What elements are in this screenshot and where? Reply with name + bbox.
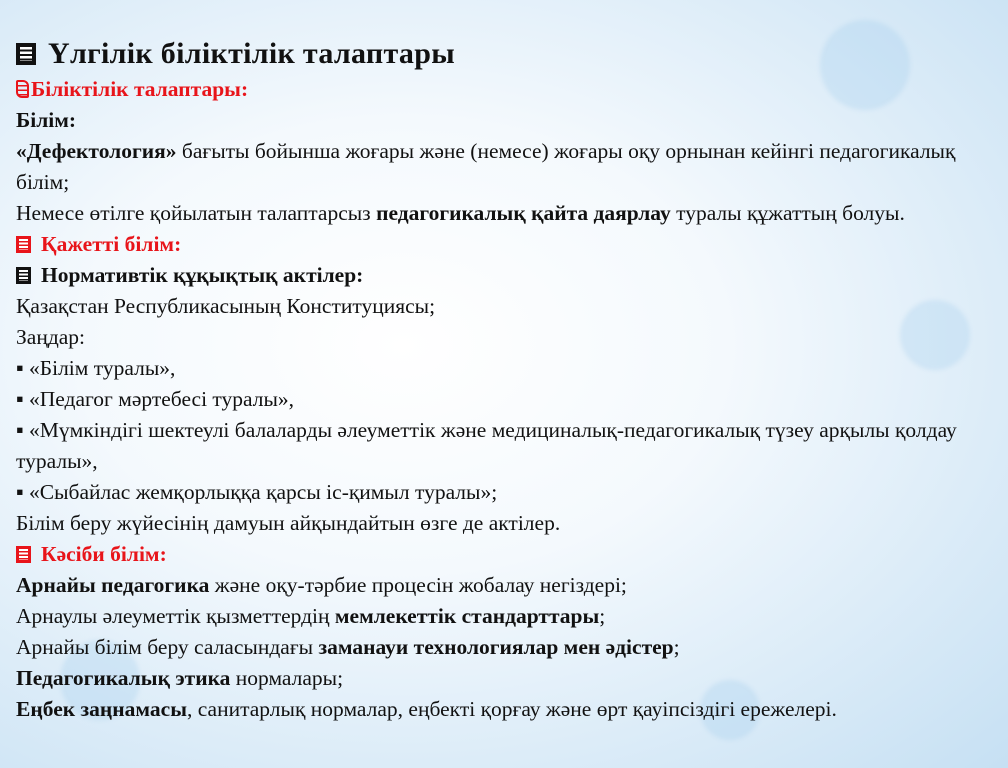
professional-item-3	[16, 632, 996, 663]
professional-item-3-bold: заманауи технологиялар мен әдістер	[318, 635, 674, 659]
education-line-2-pre: Немесе өтілге қойылатын талаптарсыз	[16, 201, 377, 225]
education-line-1-text: бағыты бойынша жоғары және (немесе) жоғары оқу орнынан кейінгі педагогикалық білім;	[16, 139, 956, 194]
laws-label: Заңдар:	[16, 325, 86, 349]
professional-item-3-post: ;	[673, 635, 680, 659]
professional-item-5	[16, 694, 996, 725]
qualification-header	[16, 74, 996, 105]
professional-item-4-bold: Педагогикалық этика	[16, 666, 231, 690]
education-line-2-post: туралы құжаттың болуы.	[670, 201, 905, 225]
professional-item-5-bold: Еңбек заңнамасы	[16, 697, 187, 721]
professional-knowledge-header	[16, 539, 996, 570]
slide-content	[16, 36, 996, 725]
law-item: ▪ «Сыбайлас жемқорлыққа қарсы іс-қимыл туралы»;	[16, 480, 498, 504]
education-line-2	[16, 198, 996, 229]
professional-item-4	[16, 663, 996, 694]
normative-acts-header	[16, 260, 996, 291]
qualification-header-text: Біліктілік талаптары:	[31, 77, 249, 101]
education-label: Білім:	[16, 108, 77, 132]
education-line-1-bold: «Дефектология»	[16, 139, 177, 163]
required-knowledge-header	[16, 229, 996, 260]
professional-item-2-bold: мемлекеттік стандарттары	[334, 604, 600, 628]
education-line-1	[16, 136, 996, 198]
law-item: ▪ «Білім туралы»,	[16, 356, 176, 380]
professional-item-2	[16, 601, 996, 632]
law-item: ▪ «Мүмкіндігі шектеулі балаларды әлеуметтік және медициналық-педагогикалық түзеу арқылы қолдау туралы»,	[16, 418, 957, 473]
professional-item-1-bold: Арнайы педагогика	[16, 573, 210, 597]
professional-item-3-pre: Арнайы білім беру саласындағы	[16, 635, 319, 659]
other-acts-line: Білім беру жүйесінің дамуын айқындайтын өзге де актілер.	[16, 511, 561, 535]
document-lines-icon	[16, 43, 36, 65]
professional-item-4-text: нормалары;	[230, 666, 344, 690]
document-lines-icon	[16, 546, 31, 563]
professional-item-2-post: ;	[599, 604, 606, 628]
professional-item-2-pre: Арнаулы әлеуметтік қызметтердің	[16, 604, 335, 628]
professional-knowledge-text: Кәсіби білім:	[41, 542, 167, 566]
constitution-line: Қазақстан Республикасының Конституциясы;	[16, 294, 436, 318]
page-title: Үлгілік біліктілік талаптары	[48, 37, 455, 70]
professional-item-5-text: , санитарлық нормалар, еңбекті қорғау және өрт қауіпсіздігі ережелері.	[187, 697, 837, 721]
education-line-2-bold: педагогикалық қайта даярлау	[376, 201, 671, 225]
title-row	[16, 36, 996, 72]
normative-acts-text: Нормативтік құқықтық актілер:	[41, 263, 364, 287]
professional-item-1	[16, 570, 996, 601]
required-knowledge-text: Қажетті білім:	[41, 232, 182, 256]
professional-item-1-text: және оқу-тәрбие процесін жобалау негіздері;	[209, 573, 627, 597]
document-lines-icon	[16, 236, 31, 253]
law-item: ▪ «Педагог мәртебесі туралы»,	[16, 387, 295, 411]
document-lines-icon	[16, 267, 31, 284]
scroll-icon	[16, 80, 29, 98]
